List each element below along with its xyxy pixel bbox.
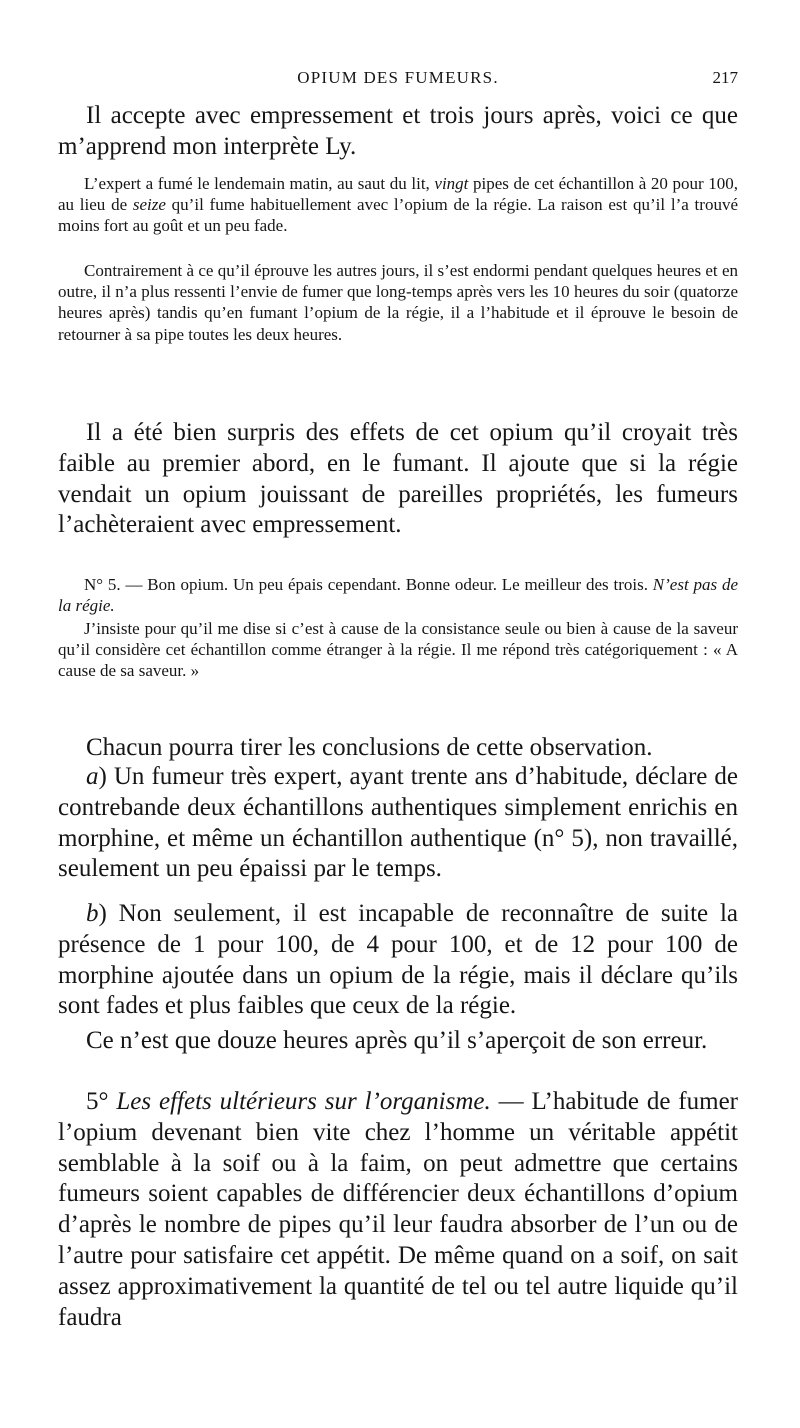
p9-text: ) Non seulement, il est incapable de reconnaître de suite la présence de 1 pour 100, de 4 pour 100, et de 12 pour 100 de morphine ajoutée dans un opium de la régie, mais il déclare qu’ils sont fades et plus faibles que ceux de la régie. <box>58 900 738 1020</box>
paragraph-expert-report <box>58 173 738 237</box>
paragraph-surprise: Il a été bien surpris des effets de cet opium qu’il croyait très faible au premier abord, en le fumant. Il ajoute que si la régie vendait un opium jouissant de pareilles propriétés, les fumeurs l’achèteraient avec empressement. <box>58 419 738 539</box>
paragraph-insistence: J’insiste pour qu’il me dise si c’est à cause de la consistance seule ou bien à cause de la saveur qu’il considère cet échantillon comme étranger à la régie. Il me répond très catégoriquement : « A cause de sa saveur. » <box>58 619 738 681</box>
p5-emphasis: N’est pas de la régie. <box>58 575 738 616</box>
page-number: 217 <box>712 68 738 87</box>
p5-text: N° 5. — Bon opium. Un peu épais cependant. Bonne odeur. Le meilleur des trois. <box>84 575 653 594</box>
p2-text-a: L’expert a fumé le lendemain matin, au saut du lit, <box>84 174 435 193</box>
p11-number: 5° <box>86 1088 117 1115</box>
p11-text: — L’habitude de fumer l’opium devenant bien vite chez l’homme un véritable appétit semblable à la soif ou à la faim, on peut admettre que certains fumeurs soient capables de différencier deux échantillons d’opium d’après le nombre de pipes qu’il leur faudra absorber de l’un ou de l’autre pour satisfaire cet appétit. De même quand on a soif, on sait assez approximativement la quantité de tel ou tel autre liquide qu’il faudra <box>58 1088 738 1331</box>
paragraph-section-5 <box>58 1087 738 1333</box>
p8-label: a <box>86 763 99 790</box>
paragraph-sample-5 <box>58 574 738 616</box>
p2-text-b: pipes de cet échantillon à 20 pour 100, au lieu de <box>58 174 738 215</box>
p2-text-c: qu’il fume habituellement avec l’opium de la régie. La raison est qu’il l’a trouvé moins fort au goût et un peu fade. <box>58 195 738 236</box>
paragraph-conclusions: Chacun pourra tirer les conclusions de cette observation. <box>86 734 653 761</box>
paragraph-effects-sleep: Contrairement à ce qu’il éprouve les autres jours, il s’est endormi pendant quelques heures et en outre, il n’a plus ressenti l’envie de fumer que long-temps après vers les 10 heures du soir (quatorze heures après) tandis qu’en fumant l’opium de la régie, il a l’habitude et il éprouve le besoin de retourner à sa pipe toutes les deux heures. <box>58 261 738 344</box>
p2-emphasis-seize: seize <box>132 195 166 215</box>
p11-heading: Les effets ultérieurs sur l’organisme. <box>116 1088 491 1115</box>
paragraph-error: Ce n’est que douze heures après qu’il s’aperçoit de son erreur. <box>86 1027 708 1054</box>
p8-text: ) Un fumeur très expert, ayant trente ans d’habitude, déclare de contrebande deux échantillons authentiques simplement enrichis en morphine, et même un échantillon authentique (n° 5), non travaillé, seulement un peu épaissi par le temps. <box>58 763 738 883</box>
page-header <box>58 66 738 90</box>
paragraph-intro: Il accepte avec empressement et trois jours après, voici ce que m’apprend mon interprète Ly. <box>58 102 738 160</box>
running-head: OPIUM DES FUMEURS. <box>297 68 499 87</box>
p2-emphasis-vingt: vingt <box>434 174 469 193</box>
paragraph-point-a <box>58 762 738 885</box>
paragraph-point-b <box>58 899 738 1022</box>
p9-label: b <box>86 900 99 927</box>
